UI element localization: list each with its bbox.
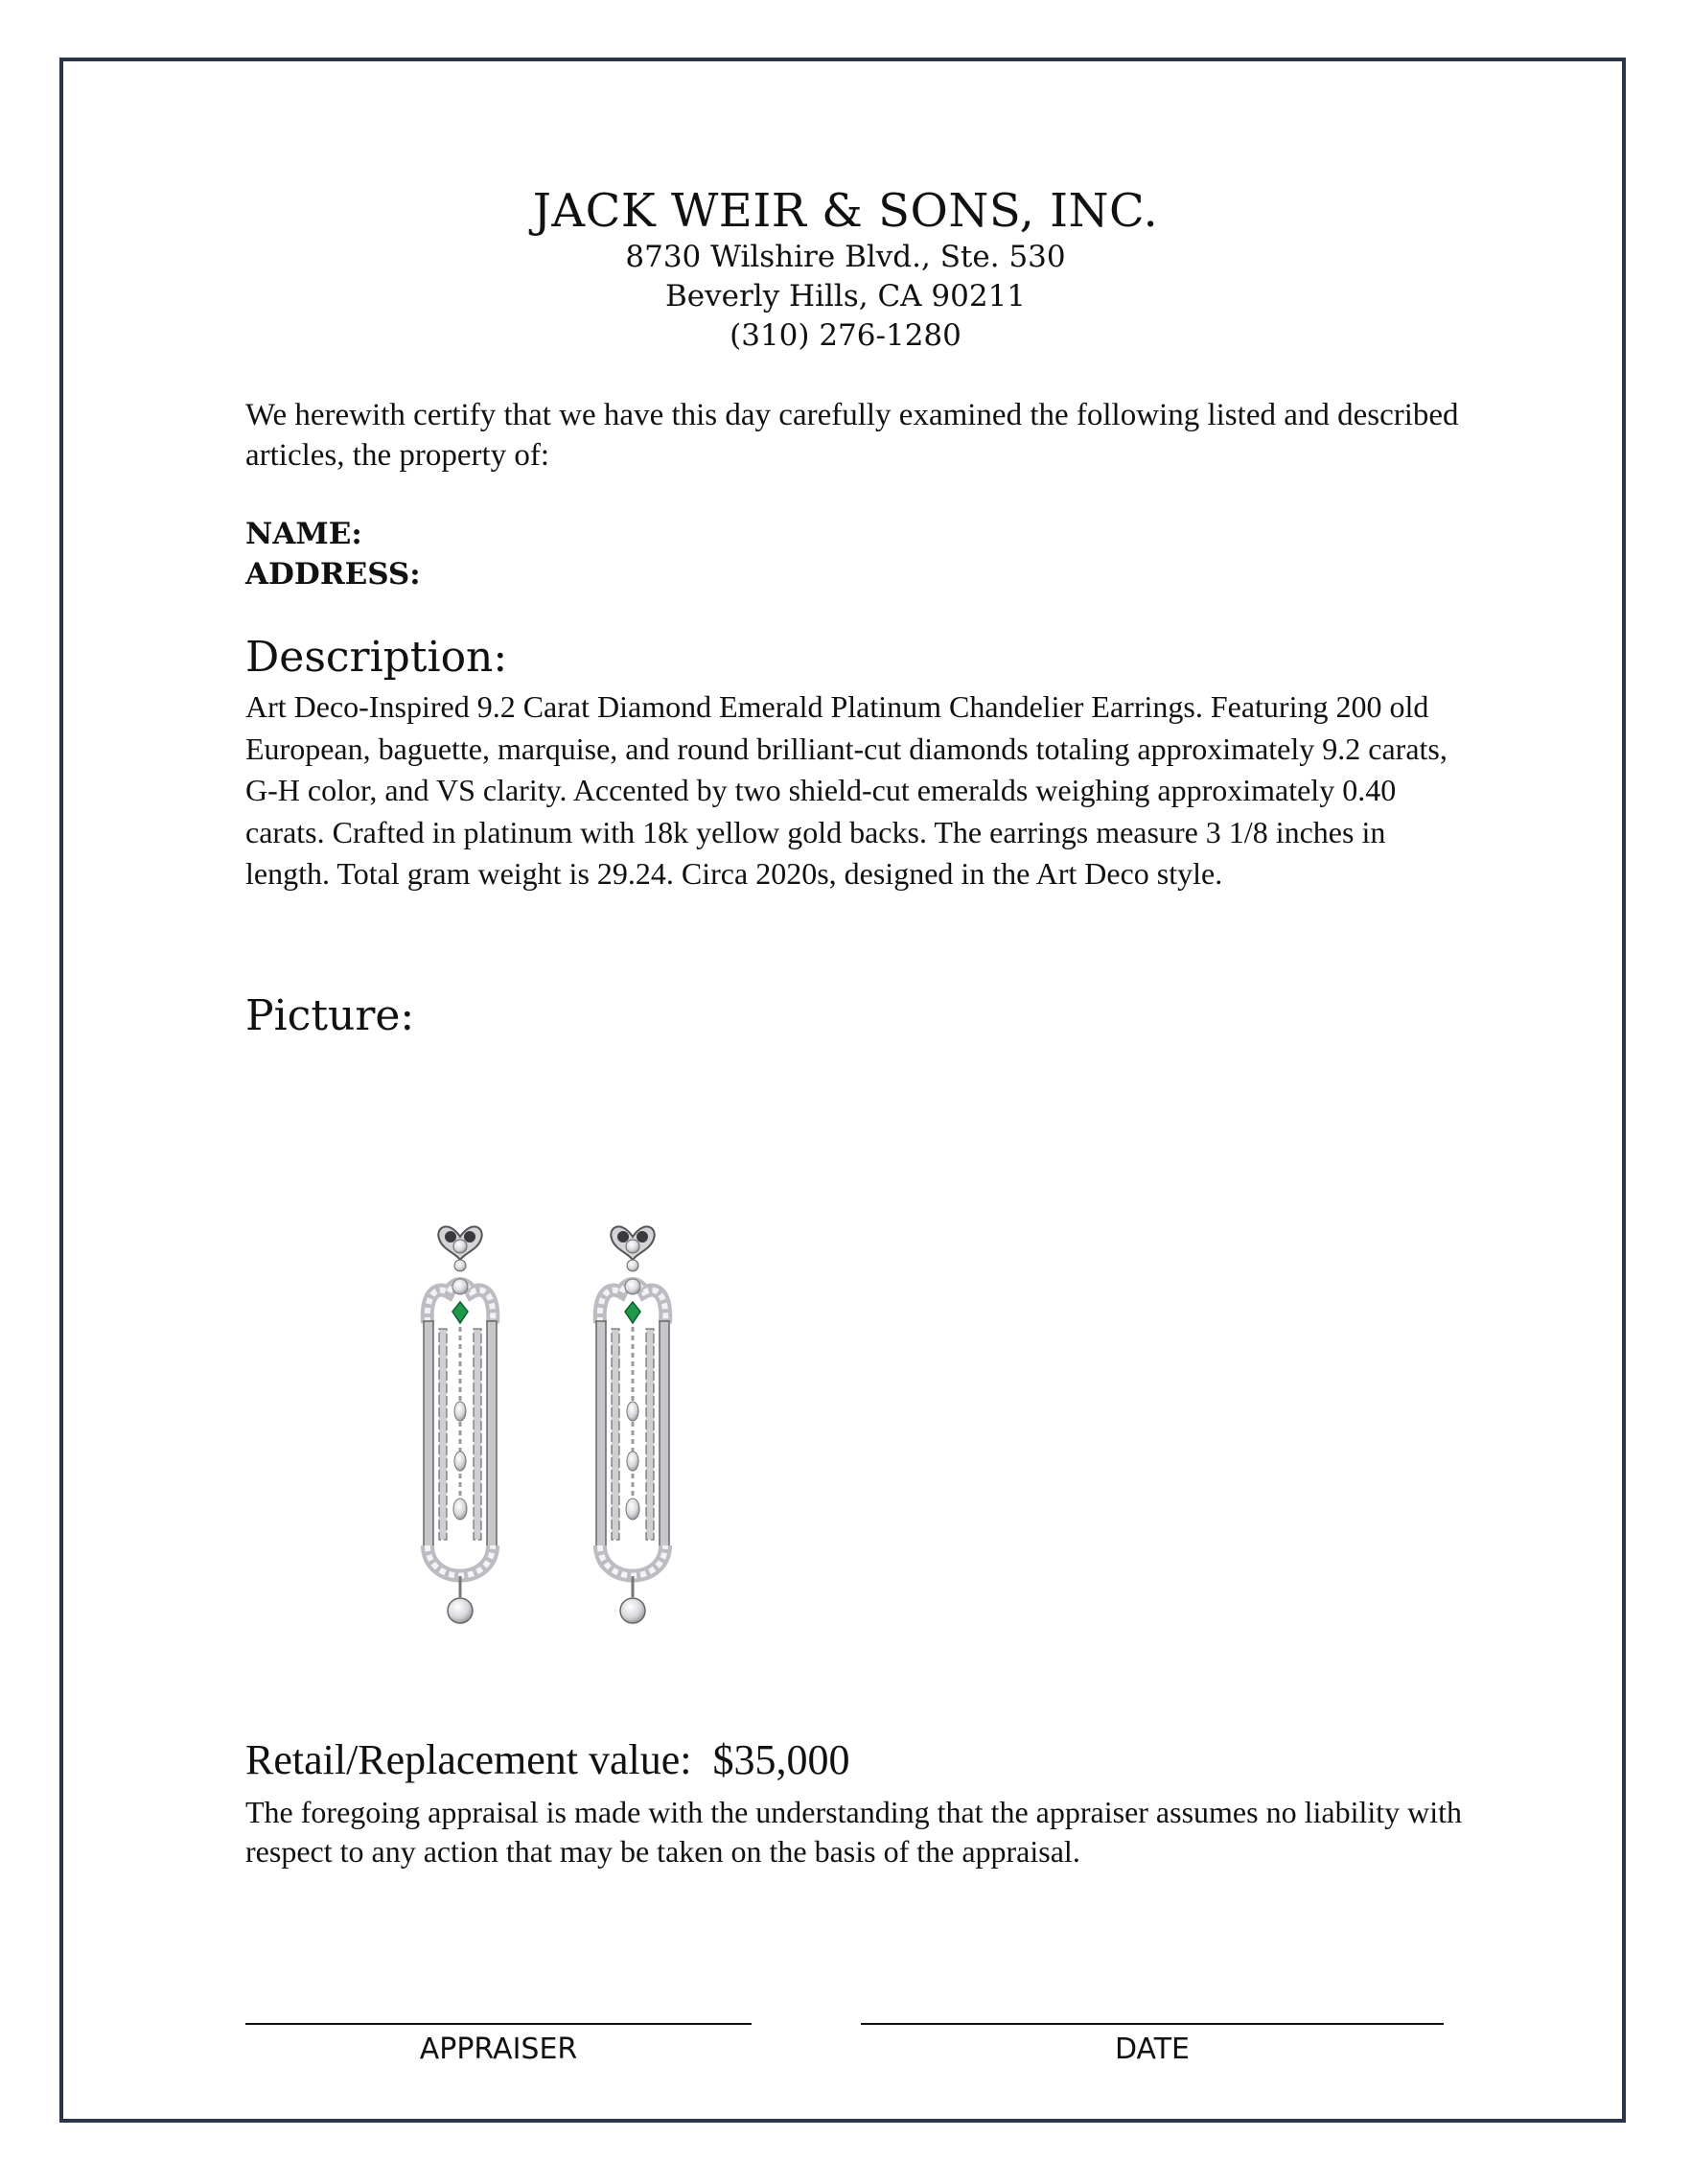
right-earring xyxy=(596,1226,669,1623)
earrings-picture xyxy=(412,1210,729,1641)
appraiser-label: APPRAISER xyxy=(419,2033,578,2066)
address-label: ADDRESS: xyxy=(245,557,421,592)
picture-heading: Picture: xyxy=(245,991,415,1040)
appraiser-signature-line xyxy=(245,2023,752,2069)
liability-disclaimer: The foregoing appraisal is made with the understanding that the appraiser assumes no liability with respect to any action that may be taken on the basis of the appraisal. xyxy=(245,1795,1463,1869)
retail-value xyxy=(245,1733,1472,1787)
description-heading: Description: xyxy=(245,633,508,682)
date-label: DATE xyxy=(1114,2033,1191,2066)
company-phone: (310) 276-1280 xyxy=(730,318,961,353)
owner-fields xyxy=(245,514,1472,594)
date-signature-line xyxy=(861,2023,1444,2069)
certification-statement: We herewith certify that we have this day carefully examined the following listed and described articles, the property of: xyxy=(245,398,1459,473)
description-body: Art Deco-Inspired 9.2 Carat Diamond Emerald Platinum Chandelier Earrings. Featuring 200 old European, baguette, marquise, and round brilliant-cut diamonds totaling approximately 9.2 carats, G-H color, and VS clarity. Accented by two shield-cut emeralds weighing approximately 0.40 carats. Crafted in platinum with 18k yellow gold backs. The earrings measure 3 1/8 inches in length. Total gram weight is 29.24. Circa 2020s, designed in the Art Deco style. xyxy=(245,689,1448,891)
name-label: NAME: xyxy=(245,517,362,551)
left-earring xyxy=(424,1226,497,1623)
company-address-line2: Beverly Hills, CA 90211 xyxy=(664,279,1027,314)
letterhead xyxy=(0,184,1691,356)
company-name: JACK WEIR & SONS, INC. xyxy=(532,184,1159,238)
retail-value-amount: $35,000 xyxy=(712,1736,850,1783)
retail-value-label: Retail/Replacement value: xyxy=(245,1736,692,1783)
company-address-line1: 8730 Wilshire Blvd., Ste. 530 xyxy=(625,240,1066,274)
